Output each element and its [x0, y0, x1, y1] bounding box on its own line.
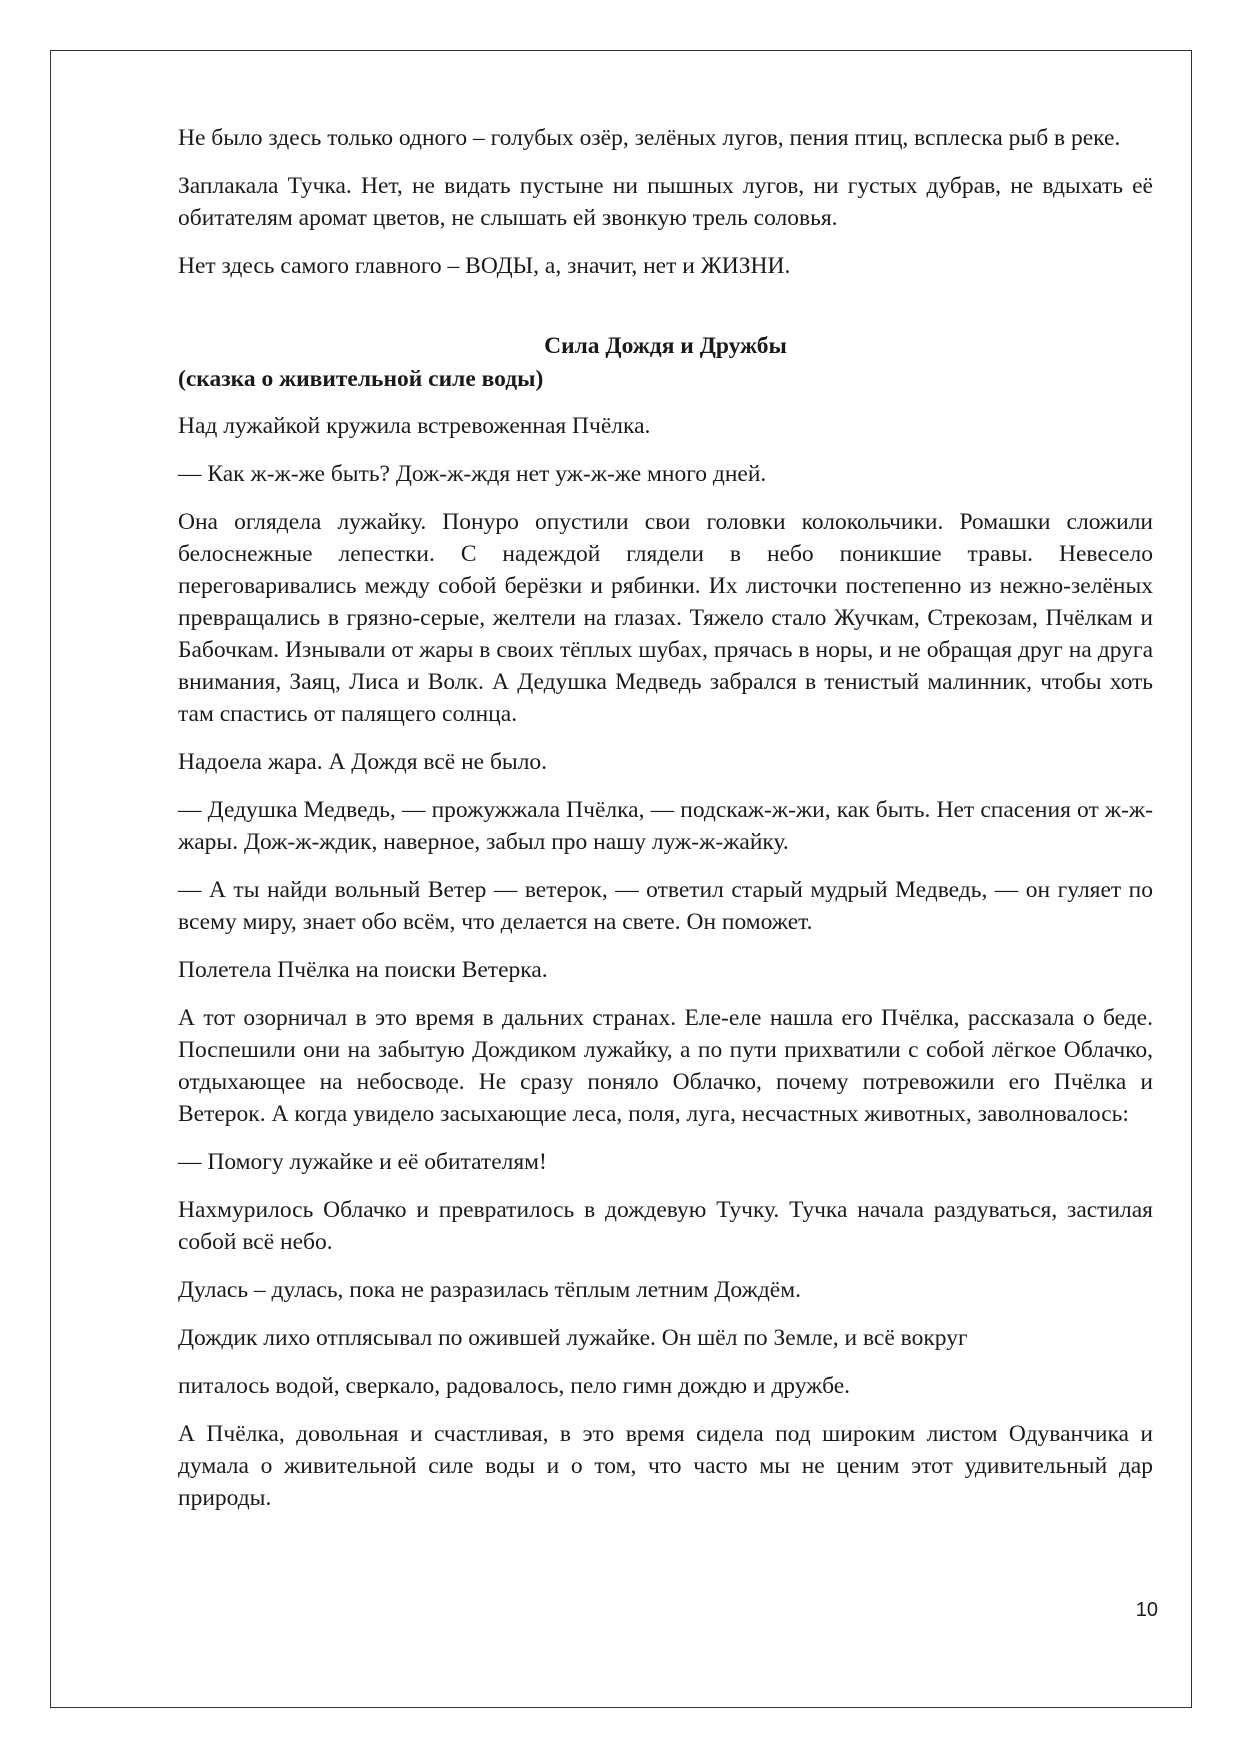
story-paragraph-5: — Дедушка Медведь, — прожужжала Пчёлка, — подскаж-ж-жи, как быть. Нет спасения от ж-ж-жары. Дож-ж-ждик, наверное, забыл про нашу луж-ж-жайку.: [178, 797, 1153, 855]
story-paragraph-1: Над лужайкой кружила встревоженная Пчёлка.: [178, 413, 651, 439]
story-paragraph-9: — Помогу лужайке и её обитателям!: [178, 1149, 547, 1175]
story-paragraph-8: А тот озорничал в это время в дальних странах. Еле-еле нашла его Пчёлка, рассказала о беде. Поспешили они на забытую Дождиком лужайку, а по пути прихватили с собой лёгкое Облачко, отдыхающее на небосводе. Не сразу поняло Облачко, почему потревожили его Пчёлка и Ветерок. А когда увидело засыхающие леса, поля, луга, несчастных животных, заволновалось:: [178, 1005, 1153, 1127]
story-paragraph-2: — Как ж-ж-же быть? Дож-ж-ждя нет уж-ж-же много дней.: [178, 461, 767, 487]
paragraph-intro-2: Заплакала Тучка. Нет, не видать пустыне ни пышных лугов, ни густых дубрав, не вдыхать её обитателям аромат цветов, не слышать ей звонкую трель соловья.: [178, 173, 1153, 231]
story-paragraph-11: Дулась – дулась, пока не разразилась тёплым летним Дождём.: [178, 1277, 801, 1303]
story-paragraph-14: А Пчёлка, довольная и счастливая, в это время сидела под широким листом Одуванчика и думала о живительной силе воды и о том, что часто мы не ценим этот удивительный дар природы.: [178, 1421, 1153, 1511]
story-paragraph-6: — А ты найди вольный Ветер — ветерок, — ответил старый мудрый Медведь, — он гуляет по всему миру, знает обо всём, что делается на свете. Он поможет.: [178, 877, 1153, 935]
page-content: [178, 122, 1153, 1530]
story-paragraph-7: Полетела Пчёлка на поиски Ветерка.: [178, 957, 548, 983]
paragraph-intro-3: Нет здесь самого главного – ВОДЫ, а, значит, нет и ЖИЗНИ.: [178, 253, 791, 279]
story-paragraph-12: Дождик лихо отплясывал по ожившей лужайке. Он шёл по Земле, и всё вокруг: [178, 1325, 968, 1351]
paragraph-intro-1: Не было здесь только одного – голубых озёр, зелёных лугов, пения птиц, всплеска рыб в реке.: [178, 125, 1121, 151]
story-paragraph-4: Надоела жара. А Дождя всё не было.: [178, 749, 548, 775]
page-number: 10: [1135, 1599, 1158, 1621]
story-subtitle: (сказка о живительной силе воды): [178, 366, 544, 392]
story-paragraph-3: Она оглядела лужайку. Понуро опустили свои головки колокольчики. Ромашки сложили белоснежные лепестки. С надеждой глядели в небо поникшие травы. Невесело переговаривались между собой берёзки и рябинки. Их листочки постепенно из нежно-зелёных превращались в грязно-серые, желтели на глазах. Тяжело стало Жучкам, Стрекозам, Пчёлкам и Бабочкам. Изнывали от жары в своих тёплых шубах, прячась в норы, и не обращая друг на друга внимания, Заяц, Лиса и Волк. А Дедушка Медведь забрался в тенистый малинник, чтобы хоть там спастись от палящего солнца.: [178, 509, 1153, 727]
story-title: Сила Дождя и Дружбы: [544, 333, 787, 359]
story-paragraph-10: Нахмурилось Облачко и превратилось в дождевую Тучку. Тучка начала раздуваться, застилая собой всё небо.: [178, 1197, 1153, 1255]
section-spacer: [178, 298, 1153, 330]
story-paragraph-13: питалось водой, сверкало, радовалось, пело гимн дождю и дружбе.: [178, 1373, 851, 1399]
